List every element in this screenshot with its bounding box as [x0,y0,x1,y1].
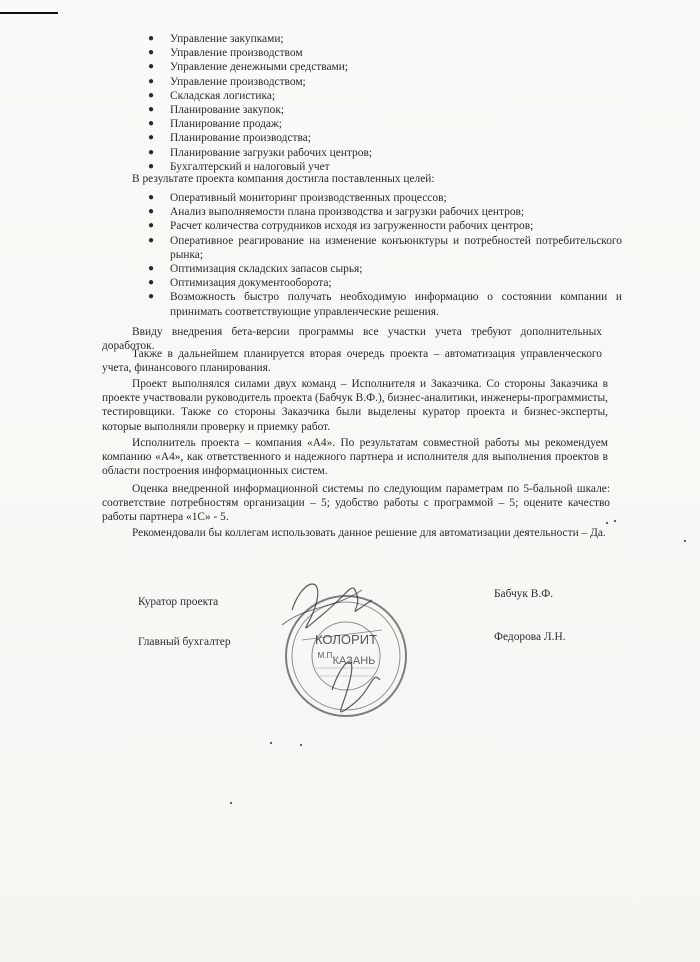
paragraph-recommendation: Исполнитель проекта – компания «А4». По результатам совместной работы мы рекомендуем компанию «А4», как ответственного и надежного партнера и исполнителя для выполнения проектов в области построения информационных систем. [102,437,608,478]
list-item: ● Оптимизация документооборота; [148,277,332,290]
curator-label: Куратор проекта [138,596,219,608]
goals-intro: В результате проекта компания достигла поставленных целей: [132,173,435,185]
list-item: ● Планирование продаж; [148,118,282,131]
list-item: ● Анализ выполняемости плана производства и загрузки рабочих центров; [148,206,525,219]
scan-speck [614,520,616,522]
list-item: ● Бухгалтерский и налоговый учет [148,160,330,173]
list-item: ● Оперативный мониторинг производственных процессов; [148,192,447,204]
paragraph-rating: Оценка внедренной информационной системы по следующим параметрам по 5-бальной шкале: соответствие потребностям организации – 5; удобство работы с программой – 5; оцените качество работы партнера «1С» - 5. [102,483,610,524]
goals-list [148,191,622,319]
paragraph-teams: Проект выполнялся силами двух команд – Исполнителя и Заказчика. Со стороны Заказчика в проекте участвовали руководитель проекта (Бабчук В.Ф.), бизнес-аналитики, инженеры-программисты, тестировщики. Также со стороны Заказчика были выделены куратор проекта и бизнес-эксперты, которые выполняли проверку и приемку работ. [102,378,608,433]
list-item: ● Управление производством [148,47,303,60]
stamp-center-text: КОЛОРИТ [315,632,377,647]
list-item: ● Планирование загрузки рабочих центров; [148,146,372,159]
paragraph-beta: Ввиду внедрения бета-версии программы все участки учета требуют дополнительных доработок. [102,326,602,353]
paragraph-next-phase: Также в дальнейшем планируется вторая очередь проекта – автоматизация управленческого учета, финансового планирования. [102,348,602,375]
list-item: ● Управление денежными средствами; [148,61,348,74]
list-item: ● Возможность быстро получать необходимую информацию о состоянии компании и принимать соответствующие управленческие решения. [148,291,622,318]
list-item: ● Оперативное реагирование на изменение конъюнктуры и потребностей потребительского рынка; [148,234,622,261]
list-item: ● Планирование закупок; [148,104,285,117]
paragraph-final: Рекомендовали бы коллегам использовать данное решение для автоматизации деятельности – Да. [132,527,606,539]
accountant-name: Федорова Л.Н. [494,631,566,643]
stamp-sub-text: КАЗАНЬ [332,655,376,667]
list-item: ● Планирование производства; [148,132,311,145]
list-item: ● Оптимизация складских запасов сырья; [148,263,363,276]
curator-name: Бабчук В.Ф. [494,588,554,600]
list-item: ● Складская логистика; [148,89,276,102]
scan-edge-mark [0,12,58,14]
scan-speck [684,540,686,542]
modules-list [148,32,630,174]
scan-speck [230,802,232,804]
list-item: ● Управление закупками; [148,33,284,45]
list-item: ● Расчет количества сотрудников исходя из загруженности рабочих центров; [148,220,534,233]
stamp-mp: М.П. [317,651,335,660]
scan-speck [300,744,302,746]
accountant-label: Главный бухгалтер [138,636,231,648]
list-item: ● Управление производством; [148,75,306,88]
scan-speck [270,742,272,744]
signature-scribble [262,570,412,730]
